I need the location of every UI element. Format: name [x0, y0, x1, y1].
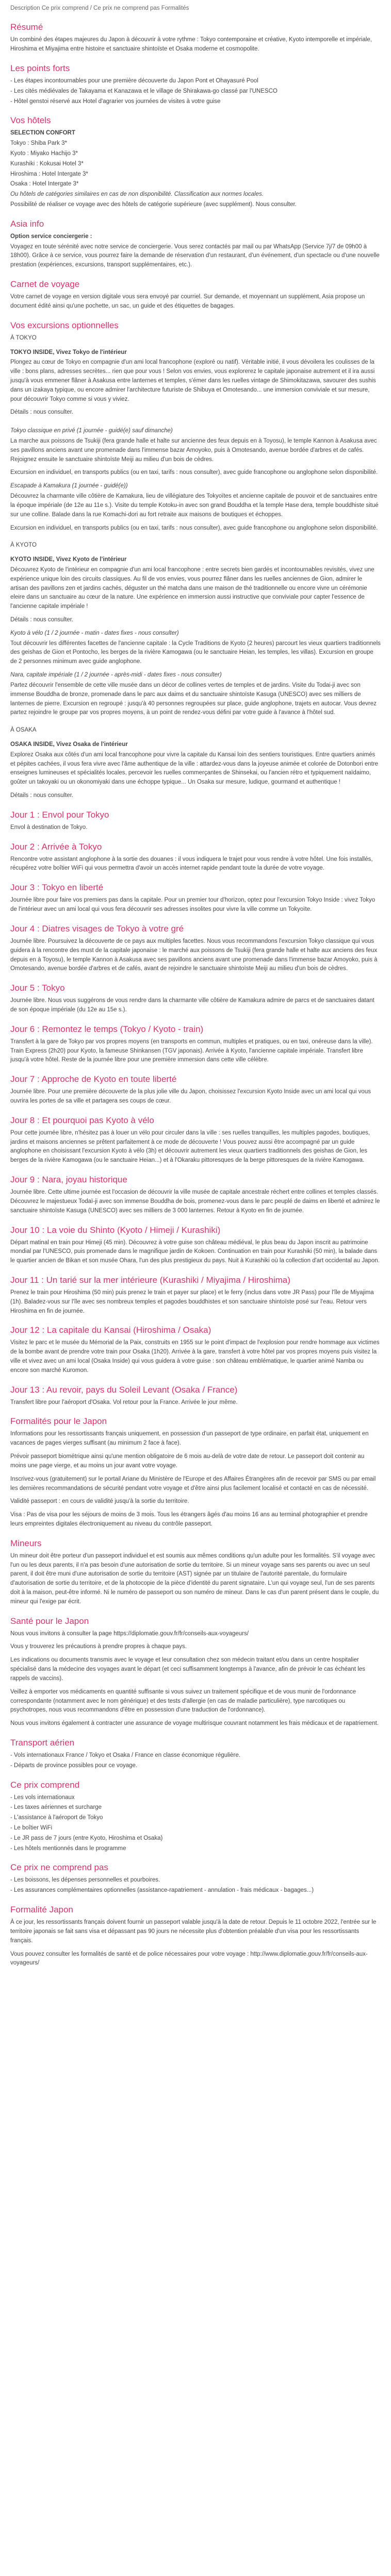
- asia-info-text: Voyagez en toute sérénité avec notre service de conciergerie. Vous serez contactés par mail ou par WhatsApp (Service 7j/7 de 09h00 à 18h00). Grâce à ce service, vous pourrez faire la demande de réservation d'un restaurant, d'un événement, d'un spectacle ou d'une nouvelle prestation (expériences, excursions, transport supplémentaires, etc.).: [10, 243, 380, 268]
- day-text: Rencontre votre assistant anglophone à la sortie des douanes : il vous indiquera le trajet pour vous rendre à votre hôtel. Une fois installés, récupérez votre boîtier WiFi qui vous permettra d'avoir un accès internet rapide pendant toute la durée de votre voyage.: [10, 856, 373, 872]
- comprend-item: - Le boîtier WiFi: [10, 1825, 53, 1831]
- sante-text: Veillez à emporter vos médicaments en quantité suffisante si vous suivez un traitement spécifique et de vous munir de l'ordonnance correspondante (notamment avec le nom générique) et des tests d'allergie (en cas de maladie particulière), type narcotiques ou psychotropes, nous vous recommandons d'être en possession d'une traduction de l'ordonnance).: [10, 1688, 356, 1714]
- hotel-item: Osaka : Hotel Intergate 3*: [10, 181, 79, 188]
- hotels-note-2: Possibilité de réaliser ce voyage avec des hôtels de catégorie supérieure (avec supplément). Nous consulter.: [10, 201, 297, 208]
- japon-text: À ce jour, les ressortissants français doivent fournir un passeport valable jusqu'à la date de retour. Depuis le 11 octobre 2022, l'entrée sur le territoire japonais se fait sans visa et dépassant pas 90 jours ne nécessite plus d'obtention préalable d'un visa pour les ressortissants français.: [10, 1919, 377, 1944]
- japon-text: Vous pouvez consulter les formalités de santé et de police nécessaires pour votre voyage : http://www.diplomatie.gouv.fr/fr/conseils-aux-voyageurs/: [10, 1951, 368, 1967]
- sante-title: Santé pour le Japon: [10, 1616, 89, 1626]
- day-title: Jour 4 : Diatres visages de Tokyo à votre gré: [10, 923, 184, 934]
- day-text: Visitez le parc et le musée du Mémorial de la Paix, construits en 1955 sur le point d'impact de l'explosion pour rendre hommage aux victimes de la bombe avant de prendre votre train pour Osaka (1h20). Arrivée à la gare, transfert à votre hôtel par vos propres moyens puis visitez la ville et vivez avec un ami local (Osaka Inside) qui vous guidera à votre guise : son château emblématique, le quartier animé Namba ou encore son marché Kuromon.: [10, 1340, 380, 1374]
- kamakura-heading: Escapade à Kamakura (1 journée - guidé(e)): [10, 483, 128, 489]
- kyoto-inside-details: Détails : nous consulter.: [10, 617, 74, 623]
- day-text: Journée libre. Nous vous suggérons de vous rendre dans la charmante ville côtière de Kamakura admire de parcs et de sanctuaires datant de son époque impériale (du 12e au 15e s.).: [10, 997, 374, 1013]
- formalites-title: Formalités pour le Japon: [10, 1416, 107, 1427]
- formalites-text: Informations pour les ressortissants français uniquement, en possession d'un passeport de type ordinaire, en parfait état, uniquement en vacances de pages vierges suffisant (au minimum 2 face à face).: [10, 1431, 369, 1447]
- hotel-item: Tokyo : Shiba Park 3*: [10, 140, 67, 147]
- day-title: Jour 3 : Tokyo en liberté: [10, 883, 104, 893]
- japon-title: Formalité Japon: [10, 1905, 73, 1915]
- hotels-note: Ou hôtels de catégories similaires en cas de non disponibilité. Classification aux normes locales.: [10, 191, 264, 198]
- sante-text: Vous y trouverez les précautions à prendre propres à chaque pays.: [10, 1643, 187, 1650]
- nepas-item: - Les boissons, les dépenses personnelles et pourboires.: [10, 1877, 160, 1884]
- kyoto-bike-text: Tout découvrir les différentes facettes de l'ancienne capitale : la Cycle Traditions de Kyoto (2 heures) parcourt les vieux quartiers traditionnels des geishas de Gion et Pontocho, les berges de la rivière Kamogawa (ou le sanctuaire Heian, les temples, les villas). Excursion en groupe de 2 personnes minimum avec guide anglophone.: [10, 640, 381, 665]
- kyoto-bike-heading: Kyoto à vélo (1 / 2 journée - matin - dates fixes - nous consulter): [10, 630, 179, 636]
- osaka-inside-details: Détails : nous consulter.: [10, 792, 74, 799]
- page-intro: Description Ce prix comprend / Ce prix ne comprend pas Formalités: [10, 5, 189, 11]
- itinerary: [10, 810, 381, 1408]
- transport-item: - Départs de province possibles pour ce voyage.: [10, 1762, 138, 1769]
- hotel-item: Kyoto : Miyako Hachijo 3*: [10, 150, 78, 157]
- excursion-region-kyoto: À KYOTO: [10, 542, 37, 549]
- comprend-item: - Le JR pass de 7 jours (entre Kyoto, Hiroshima et Osaka): [10, 1835, 163, 1841]
- points-item: - Hôtel genstoi réservé aux Hotel d'agrarier vos journées de visites à votre guise: [10, 98, 221, 105]
- day-title: Jour 10 : La voie du Shinto (Kyoto / Himeji / Kurashiki): [10, 1225, 221, 1235]
- kamakura-text: Découvrez la charmante ville côtière de Kamakura, lieu de villégiature des Tokyoïtes et ancienne capitale de pouvoir et de sanctuaires entre la époque impériale (de 12e au 11e s.). Visite du temple Kotoku-in avec son grand Bouddha et la temple Hase dera, temple bouddhiste situé sur une colline. Balade dans la rue Komachi-dori au fort retraite aux maisons de boutiques et échoppes.: [10, 493, 379, 518]
- nepas-item: - Les assurances complémentaires optionnelles (assistance-rapatriement - annulation - frais médicaux - bagages...): [10, 1887, 314, 1894]
- formalites-text: Visa : Pas de visa pour les séjours de moins de 3 mois. Tous les étrangers âgés d'au moins 16 ans au terminal photographier et prendre leurs empreintes digitales électroniquement au niveau du contrôle passeport.: [10, 1512, 368, 1527]
- day-text: Pour cette journée libre, n'hésitez pas à louer un vélo pour circuler dans la ville : ses ruelles tranquilles, les multiples pagodes, boutiques, jardins et maisons anciennes se prêtent parfaitement à ce mode de découverte ! Vous pouvez aussi être accompagné par un guide anglophone en choisissant l'excursion Kyoto à vélo (3h) et découvrir autrement les vieux quartiers traditionnels des geishas de Gion, les berges de la rivière Kamogawa (ou le sanctuaire Heian...) et à l'Okaraku pittoresques de la berge pittoresques de la rivière Kamogawa.: [10, 1129, 370, 1164]
- points-item: - Les cités médiévales de Takayama et Kanazawa et le village de Shirakawa-go classé par l'UNESCO: [10, 88, 278, 94]
- mineurs-text: Un mineur doit être porteur d'un passeport individuel et est soumis aux mêmes conditions qu'un adulte pour les formalités. S'il voyage avec l'un ou les deux parents, il n'a pas besoin d'une autorisation de sortie du territoire. Si un mineur voyage sans ses parents ou avec un seul parent, il doit être muni d'une autorisation de sortie du territoire (AST) signée par un titulaire de l'autorité parentale, du formulaire d'autorisation de sortie du territoire, et de la photocopie de la pièce d'identité du parent signataire. L'un qui voyage seul, l'un de ses parents doit à la maison, peut-être informé. Ni le numéro de passeport ou son numéro de mineur. Dans le cas d'un parent présent dans le couple, du mineur qui l'exige par écrit.: [10, 1552, 379, 1605]
- points-title: Les points forts: [10, 63, 70, 73]
- resume-title: Résumé: [10, 22, 43, 32]
- day-text: Transfert libre pour l'aéroport d'Osaka. Vol retour pour la France. Arrivée le jour même.: [10, 1399, 238, 1405]
- carnet-text: Votre carnet de voyage en version digitale vous sera envoyé par courriel. Sur demande, et moyennant un supplément, Asia propose un document édité ainsi qu'une pochette, un sac, un guide et des étiquettes de bagages.: [10, 294, 365, 309]
- tokyo-inside-text: Plongez au cœur de Tokyo en compagnie d'un ami local francophone (exploré ou natif). Véritable initié, il vous dévoilera les coulisses de la ville : bons plans, adresses secrètes... rien que pour vous ! Selon vos envies, vous explorerez le capitale japonaise autrement et il ira aussi jusqu'à vous emmener flâner à Asakusa entre lanternes et temples, s'émer dans les ruelles vintage de Shimokitazawa, savourer des sushis dans un izakaya typique, ou encore admirer l'architecture futuriste de Shibuya et Omotesando... une immersion conviviale et sur mesure, pour découvrir Tokyo comme si vous y viviez.: [10, 359, 376, 402]
- nara-text: Partez découvrir l'ensemble de cette ville musée dans un décor de collines vertes de temples et de jardins. Visite du Todai-ji avec son immense Bouddha de bronze, promenade dans le parc aux daims et du sanctuaire shintoïste Kasuga (UNESCO) avec ses milliers de lanternes de pierre. Excursion en regroupé : jusqu'à 40 personnes regroupées sur place, guide anglophone, trajets en autocar. Vous devrez partez rejoindre le groupe par vos propres moyens, à un point de rendez-vous défini par votre guide à l'avance à l'hôtel sud.: [10, 682, 377, 716]
- day-title: Jour 6 : Remontez le temps (Tokyo / Kyoto - train): [10, 1024, 204, 1034]
- comprend-title: Ce prix comprend: [10, 1780, 80, 1790]
- transport-item: - Vols internationaux France / Tokyo et Osaka / France en classe économique régulière.: [10, 1752, 240, 1758]
- day-title: Jour 1 : Envol pour Tokyo: [10, 809, 109, 820]
- kamakura-extra: Excursion en individuel, en transports publics (ou en taxi, tarifs : nous consulter), avec guide francophone ou anglophone selon disponibilité.: [10, 524, 378, 531]
- day-title: Jour 11 : Un tarié sur la mer intérieure (Kurashiki / Miyajima / Hiroshima): [10, 1275, 290, 1285]
- nepas-title: Ce prix ne comprend pas: [10, 1862, 108, 1873]
- kyoto-inside-heading: KYOTO INSIDE, Vivez Kyoto de l'intérieur: [10, 556, 127, 563]
- excursion-region-osaka: À OSAKA: [10, 727, 37, 734]
- day-text: Journée libre. Cette ultime journée est l'occasion de découvrir la ville musée de capitale ancestrale réchert entre collines et temples classés. Découvrez le majestueux Todaï-ji avec son immense Bouddha de bois, promenez-vous dans le parc peuplé de daims en liberté et admirez le sanctuaire shintoïste Kasuga (UNESCO) avec ses milliers de 3 000 lanternes. Retour à Kyoto en fin de journée.: [10, 1189, 380, 1214]
- formalites-text: Prévoir passeport biométrique ainsi qu'une mention obligatoire de 6 mois au-delà de votre date de retour. Le passeport doit contenir au moins une page vierge, et au moins un jour avant votre voyage.: [10, 1453, 365, 1469]
- day-title: Jour 13 : Au revoir, pays du Soleil Levant (Osaka / France): [10, 1384, 238, 1395]
- comprend-item: - Les taxes aériennes et surcharge: [10, 1804, 102, 1811]
- day-title: Jour 12 : La capitale du Kansai (Hiroshima / Osaka): [10, 1325, 211, 1335]
- comprend-item: - Les hôtels mentionnés dans le programme: [10, 1845, 126, 1852]
- day-text: Prenez le train pour Hiroshima (50 min) puis prenez le train et payer sur place) et le ferry (inclus dans votre JR Pass) pour l'île de Miyajima (1h). Baladez-vous sur l'île avec ses nombreux temples et pagodes bouddhistes et son sanctuaire shintoïste posé sur l'eau. Retour vers Hiroshima en fin de journée.: [10, 1289, 374, 1314]
- day-title: Jour 7 : Approche de Kyoto en toute liberté: [10, 1074, 177, 1084]
- transport-title: Transport aérien: [10, 1737, 75, 1748]
- excursions-title: Vos excursions optionnelles: [10, 320, 119, 330]
- asia-info-title: Asia info: [10, 218, 44, 229]
- hotels-title: Vos hôtels: [10, 115, 51, 126]
- tokyo-inside-heading: TOKYO INSIDE, Vivez Tokyo de l'intérieur: [10, 349, 127, 355]
- mineurs-title: Mineurs: [10, 1538, 42, 1548]
- osaka-inside-text: Explorez Osaka aux côtés d'un ami local francophone pour vivre la capitale du Kansai loin des sentiers touristiques. Entre quartiers animés et pépites cachées, il vous fera vivre avec l'âme authentique de la ville : attardez-vous dans la joyeuse animée et colorée de Dotonbori entre enseignes lumineuses et spécialités locales, percevoir les ruelles commerçantes de Shinsekai, ou l'ancien rétro et typiquement naïdaimo, goûter un takoyaki ou un okonomiyaki dans une échoppe typique... Un Osaka sur mesure, ludique, gourmand et authentique !: [10, 751, 379, 786]
- day-text: Journée libre pour faire vos premiers pas dans la capitale. Pour un premier tour d'horizon, optez pour l'excursion Tokyo Inside : vivez Tokyo de l'intérieur avec un ami local qui vous fera découvrir ses adresses insolites pour vivre la ville comme un Tokyoïte.: [10, 897, 376, 913]
- hotel-item: Kurashiki : Kokusai Hotel 3*: [10, 160, 84, 167]
- hotel-item: Hiroshima : Hotel Intergate 3*: [10, 171, 88, 177]
- points-item: - Les étapes incontournables pour une première découverte du Japon Pont et Ohayasuré Pool: [10, 77, 258, 84]
- day-text: Envol à destination de Tokyo.: [10, 824, 88, 831]
- comprend-item: - L'assistance à l'aéroport de Tokyo: [10, 1815, 103, 1821]
- day-text: Départ matinal en train pour Himeji (45 min). Découvrez à votre guise son château médiéval, le plus beau du Japon inscrit au patrimoine mondial par l'UNESCO, puis promenade dans le magnifique jardin de Kokoen. Continuation en train pour Kurashiki (50 min), la balade dans le quartier ancien de Bikan et son musée Ohara, l'un des plus prestigieux du pays. Nuit à Kurashiki où la collection d'art occidental au Japon.: [10, 1239, 380, 1264]
- day-title: Jour 5 : Tokyo: [10, 983, 65, 993]
- day-text: Journée libre. Pour une première découverte de la plus jolie ville du Japon, choisissez l'excursion Kyoto Inside avec un ami local qui vous ouvrira les portes de sa ville et partagera ses coups de cœur.: [10, 1089, 371, 1104]
- tokyo-inside-details: Détails : nous consulter.: [10, 409, 74, 416]
- sante-text: Nous vous invitons à consulter la page https://diplomatie.gouv.fr/fr/conseils-aux-voyageurs/: [10, 1630, 249, 1637]
- osaka-inside-heading: OSAKA INSIDE, Vivez Osaka de l'intérieur: [10, 741, 128, 748]
- day-title: Jour 8 : Et pourquoi pas Kyoto à vélo: [10, 1115, 154, 1125]
- comprend-item: - Les vols internationaux: [10, 1794, 75, 1801]
- day-text: Journée libre. Poursuivez la découverte de ce pays aux multiples facettes. Nous vous recommandons l'excursion Tokyo classique qui vous guidera à la rencontre des must de la capitale japonaise : le marché aux poissons de Tsukiji (fera grande halle et halte aux anciens des feux depuis en à Toyosu), le temple Kannon à Asakusa avec ses pavillons anciens avant une promenade dans l'immense bazar Amoyoko, puis à Omotesando, avenue bordée d'arbres et de cafés, avant de rejoindre le sanctuaire shintoïste Meiji au milieu d'un bois de cèdres.: [10, 938, 378, 972]
- tokyo-classic-text: La marche aux poissons de Tsukiji (fera grande halle et halte sur ancienne des feux depuis en à Toyosu), le temple Kannon à Asakusa avec ses pavillons anciens avant une promenade dans l'immense bazar Amoyoko, puis à Omotesando, avenue bordée d'arbres et de cafés. Rejoignez ensuite le sanctuaire shintoïste Meiji au milieu d'un bois de cèdres.: [10, 438, 377, 463]
- asia-info-heading: Option service conciergerie :: [10, 233, 92, 240]
- day-title: Jour 2 : Arrivée à Tokyo: [10, 841, 102, 852]
- sante-text: Les indications ou documents transmis avec le voyage et leur consultation chez son médecin traitant et/ou dans un centre hospitalier spécialisé dans la médecine des voyages avant le départ (et ceci suffisamment longtemps à l'avance, afin de prévoir le cas échéant les rappels de vaccins).: [10, 1657, 365, 1682]
- day-title: Jour 9 : Nara, joyau historique: [10, 1175, 127, 1185]
- carnet-title: Carnet de voyage: [10, 279, 80, 290]
- sante-text: Nous vous invitons également à contracter une assurance de voyage multirisque couvrant notamment les frais médicaux et de rapatriement.: [10, 1720, 379, 1727]
- resume-text: Un combiné des étapes majeures du Japon à découvrir à votre rythme : Tokyo contemporaine et créative, Kyoto intemporelle et impériale, Hiroshima et Miyajima entre histoire et sanctuaire shintoïste et Osaka moderne et cosmopolite.: [10, 37, 372, 53]
- kyoto-inside-text: Découvrez Kyoto de l'intérieur en compagnie d'un ami local francophone : entre secrets bien gardés et incontournables revisités, vivez une expérience unique loin des circuits classiques. Au fil de vos envies, vous pourrez flâner dans les ruelles anciennes de Gion, admirer le artisan des pavillons zen et jardins cachés, déguster un thé matcha dans une maison de thé traditionnelle ou encore vivre un cérémonie eleire dans un sanctuaire au cœur de la nature. Une expérience en immersion aussi instructive que conviviale pour capter l'essence de l'ancienne capitale impériale !: [10, 566, 374, 610]
- tokyo-classic-extra: Excursion en individuel, en transports publics (ou en taxi, tarifs : nous consulter), avec guide francophone ou anglophone selon disponibilité.: [10, 469, 378, 476]
- hotels-heading: SELECTION CONFORT: [10, 130, 75, 137]
- nara-heading: Nara, capitale impériale (1 / 2 journée - après-midi - dates fixes - nous consulter): [10, 672, 222, 679]
- day-text: Transfert à la gare de Tokyo par vos propres moyens (en transports en commun, multiples et pratiques, ou en taxi, onéreuse dans la ville). Train Express (2h20) pour Kyoto, la fameuse Shinkansen (TGV japonais). Arrivée à Kyoto, l'ancienne capitale impériale. Transfert libre jusqu'à votre hôtel. Reste de la journée libre pour une première immersion dans cette ville célèbre.: [10, 1038, 373, 1063]
- tokyo-classic-heading: Tokyo classique en privé (1 journée - guidé(e) sauf dimanche): [10, 428, 173, 434]
- excursion-region-tokyo: À TOKYO: [10, 334, 37, 341]
- formalites-text: Validité passeport : en cours de validité jusqu'à la sortie du territoire.: [10, 1498, 189, 1505]
- formalites-text: Inscrivez-vous (gratuitement) sur le portail Ariane du Ministère de l'Europe et des Affaires Étrangères afin de recevoir par SMS ou par email les dernières recommandations de sécurité pendant votre voyage et d'être ainsi plus facilement localisé et contacté en cas de nécessité.: [10, 1476, 376, 1492]
